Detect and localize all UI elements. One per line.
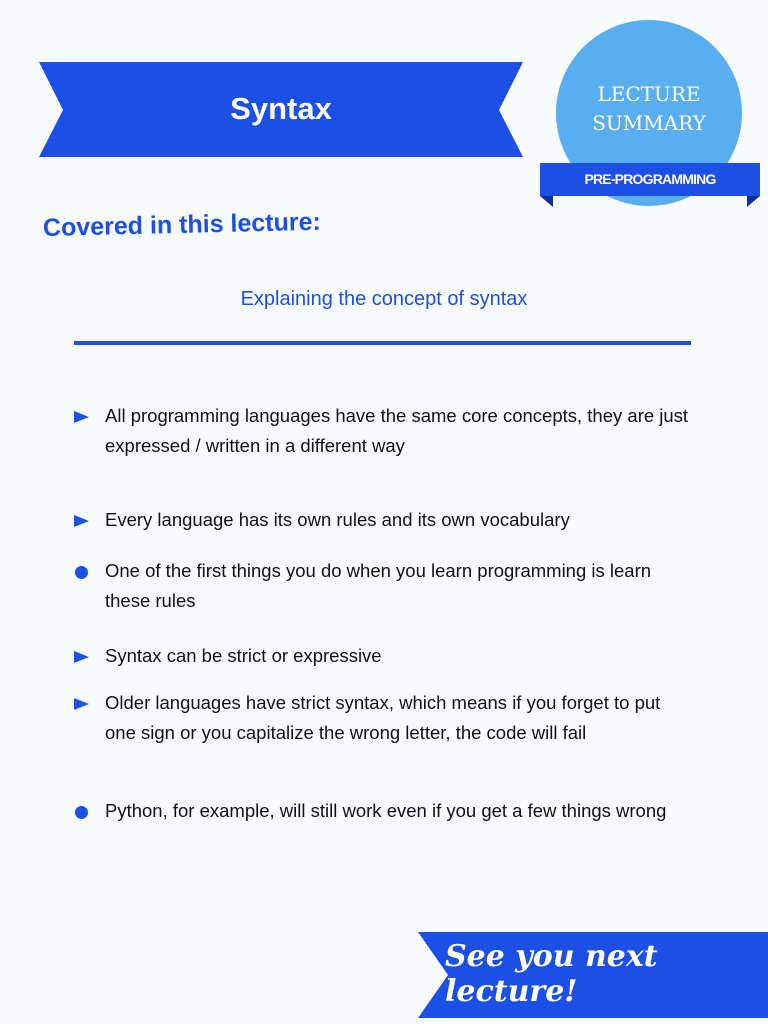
badge-line-1: LECTURE xyxy=(597,82,701,106)
closing-message: See you next lecture! xyxy=(445,939,658,1009)
lecture-topic: Explaining the concept of syntax xyxy=(240,288,528,310)
divider xyxy=(74,341,691,345)
arrow-bullet-icon xyxy=(74,698,89,710)
bullet-text: All programming languages have the same core concepts, they are just expressed / written in a different way xyxy=(105,405,689,456)
lecture-title: Syntax xyxy=(230,91,332,126)
bullet-text: Older languages have strict syntax, which means if you forget to put one sign or you capitalize the wrong letter, the code will fail xyxy=(105,692,661,743)
bullet-text: Python, for example, will still work even if you get a few things wrong xyxy=(105,800,667,821)
arrow-bullet-icon xyxy=(74,411,89,423)
bullet-text: Every language has its own rules and its own vocabulary xyxy=(105,509,570,530)
bullet-text: One of the first things you do when you learn programming is learn these rules xyxy=(105,560,652,611)
lecture-summary-label xyxy=(556,80,742,138)
section-heading: Covered in this lecture: xyxy=(42,207,322,242)
bullet-text: Syntax can be strict or expressive xyxy=(105,645,382,666)
dot-bullet-icon xyxy=(75,806,88,819)
arrow-bullet-icon xyxy=(74,651,89,663)
category-label: PRE-PROGRAMMING xyxy=(584,171,716,187)
badge-line-2: SUMMARY xyxy=(592,111,706,135)
arrow-bullet-icon xyxy=(74,515,89,527)
dot-bullet-icon xyxy=(75,566,88,579)
